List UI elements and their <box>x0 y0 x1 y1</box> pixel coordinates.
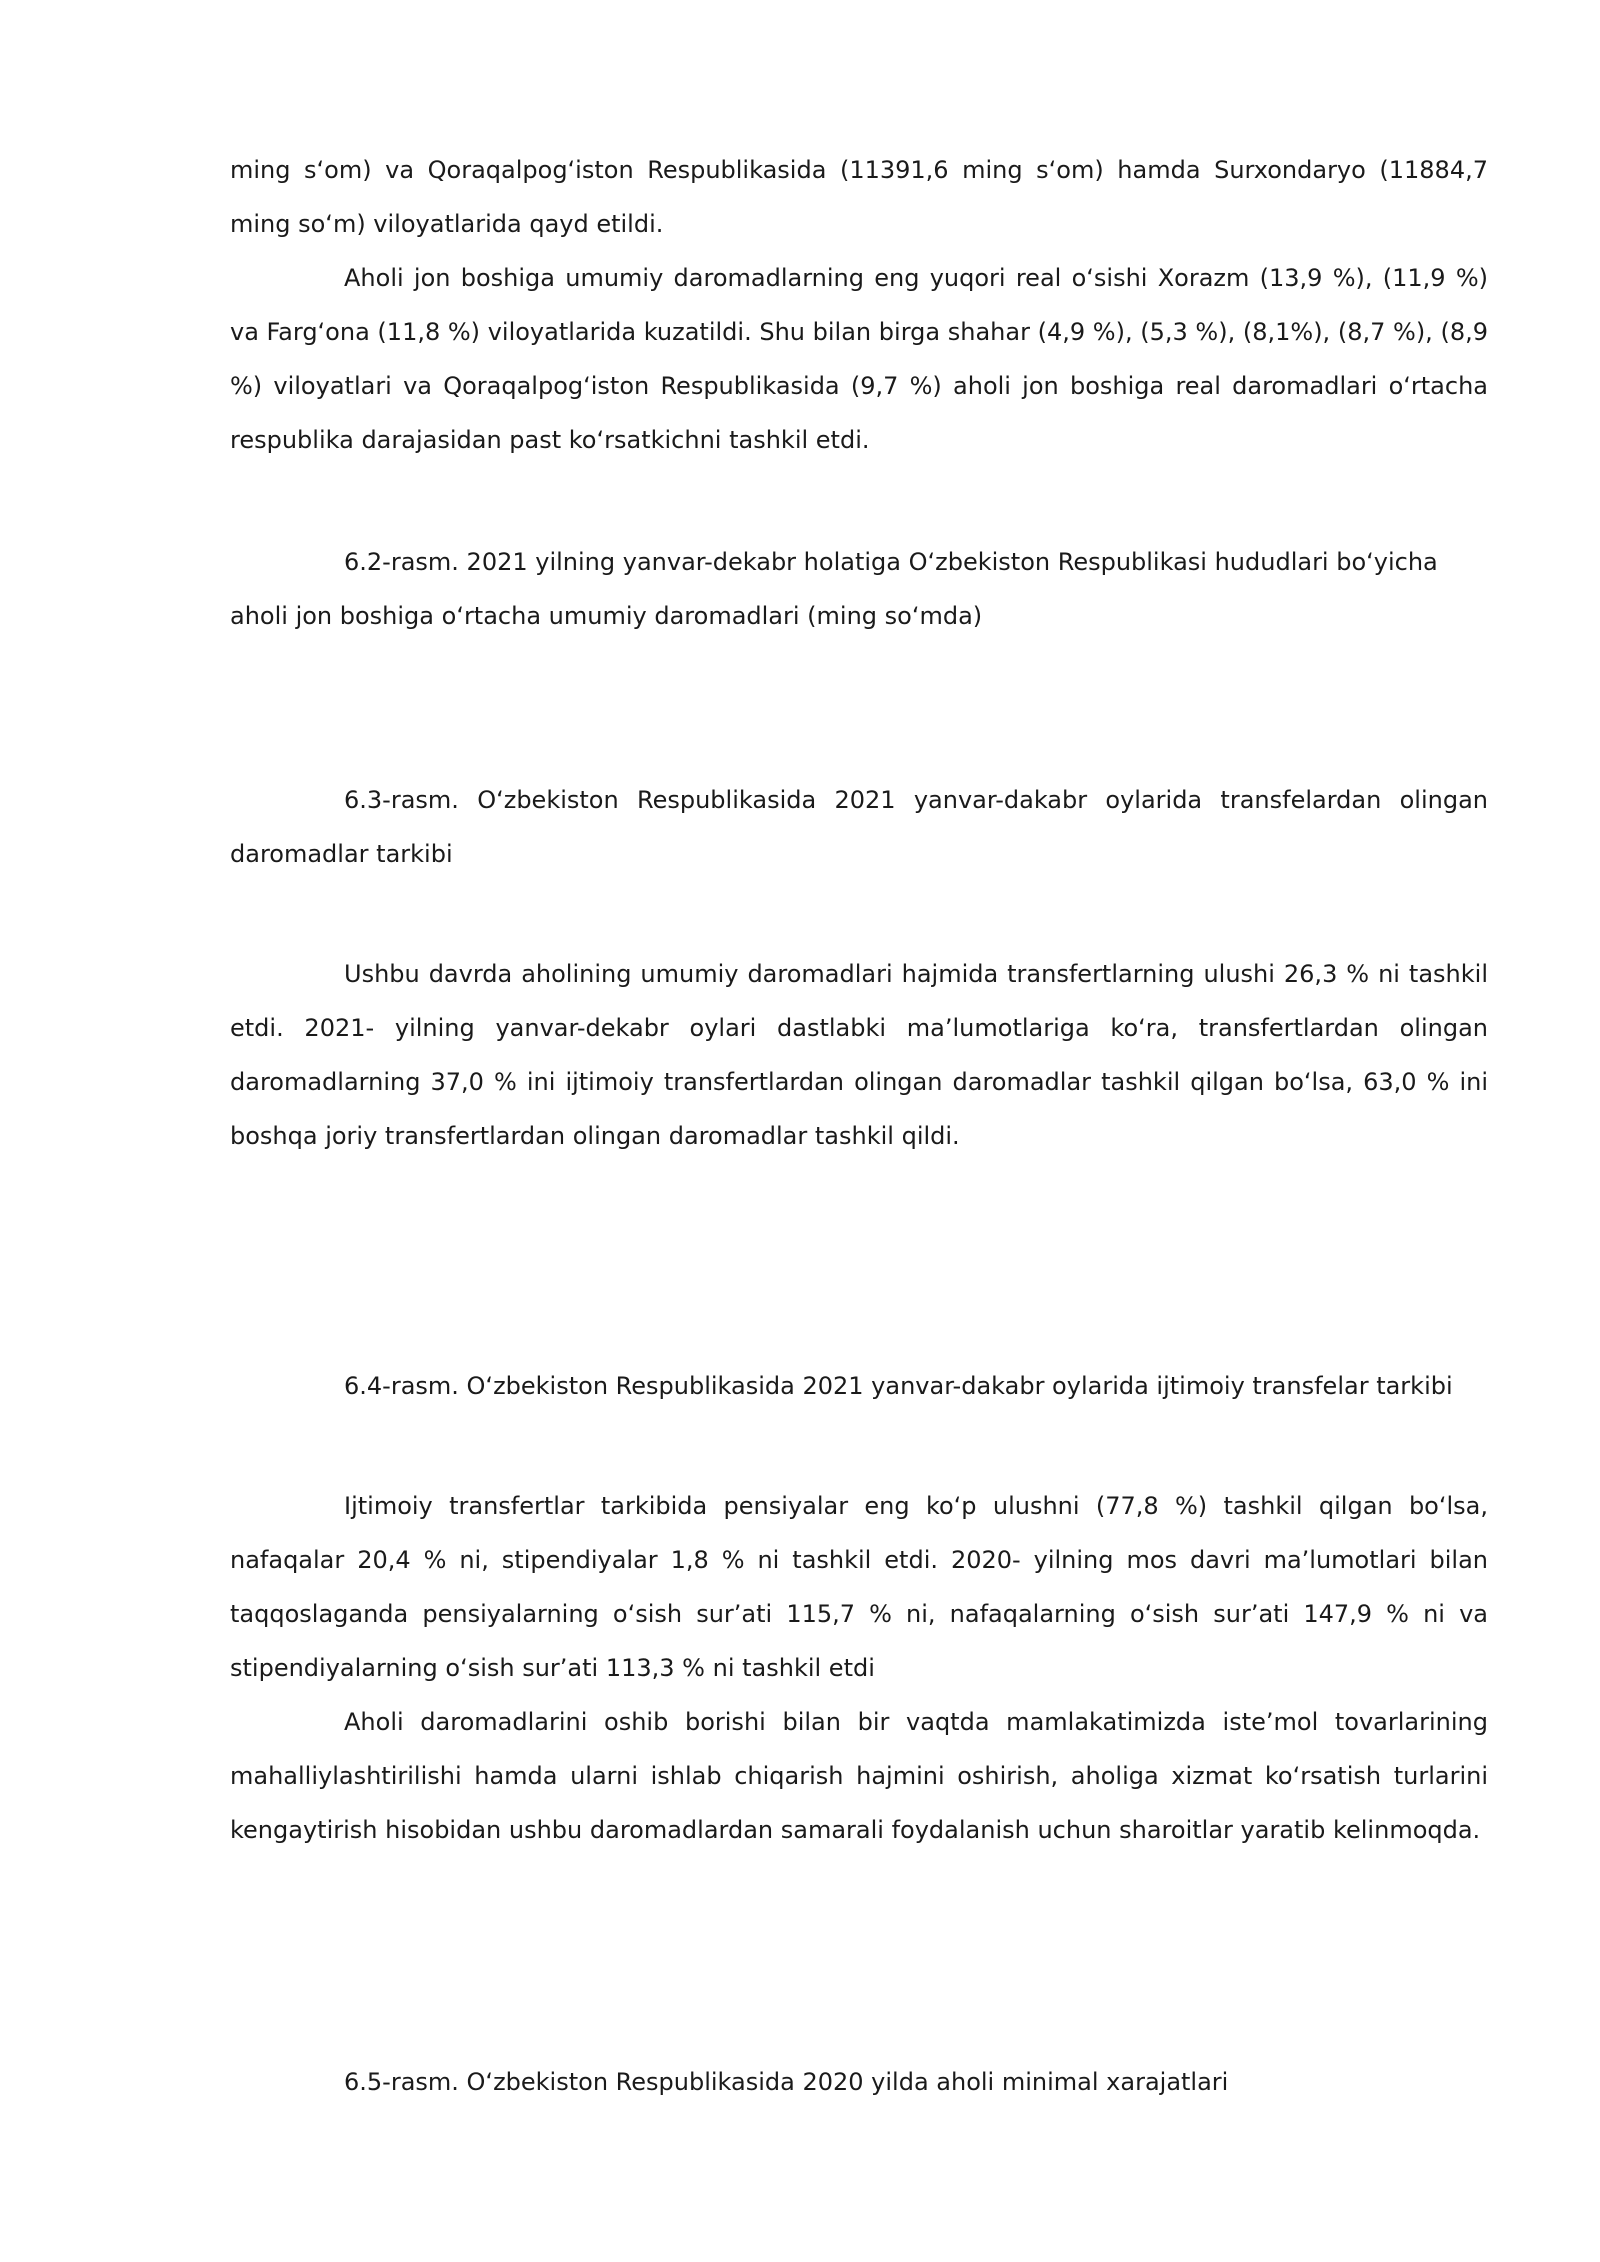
paragraph-consumption-conditions: Aholi daromadlarini oshib borishi bilan bir vaqtda mamlakatimizda iste’mol tovarlarining mahalliylashtirilishi hamda ularni ishlab chiqarish hajmini oshirish, aholiga xizmat ko‘rsatish turlarini kengaytirish hisobidan ushbu daromadlardan samarali foydalanish uchun sharoitlar yaratib kelinmoqda. <box>230 1708 1488 1844</box>
paragraph-real-income-growth: Aholi jon boshiga umumiy daromadlarning eng yuqori real o‘sishi Xorazm (13,9 %), (11,9 %) va Farg‘ona (11,8 %) viloyatlarida kuzatildi. Shu bilan birga shahar (4,9 %), (5,3 %), (8,1%), (8,7 %), (8,9 %) viloyatlari va Qoraqalpog‘iston Respublikasida (9,7 %) aholi jon boshiga real daromadlari o‘rtacha respublika darajasidan past ko‘rsatkichni tashkil etdi. <box>230 264 1488 454</box>
paragraph-social-transfers-structure: Ijtimoiy transfertlar tarkibida pensiyalar eng ko‘p ulushni (77,8 %) tashkil qilgan bo‘lsa, nafaqalar 20,4 % ni, stipendiyalar 1,8 % ni tashkil etdi. 2020- yilning mos davri ma’lumotlari bilan taqqoslaganda pensiyalarning o‘sish sur’ati 115,7 % ni, nafaqalarning o‘sish sur’ati 147,9 % ni va stipendiyalarning o‘sish sur’ati 113,3 % ni tashkil etdi <box>230 1492 1488 1682</box>
paragraph-transfers-share: Ushbu davrda aholining umumiy daromadlari hajmida transfertlarning ulushi 26,3 % ni tashkil etdi. 2021- yilning yanvar-dekabr oylari dastlabki ma’lumotlariga ko‘ra, transfertlardan olingan daromadlarning 37,0 % ini ijtimoiy transfertlardan olingan daromadlar tashkil qilgan bo‘lsa, 63,0 % ini boshqa joriy transfertlardan olingan daromadlar tashkil qildi. <box>230 960 1488 1150</box>
figure-caption-6-5: 6.5-rasm. O‘zbekiston Respublikasida 2020 yilda aholi minimal xarajatlari <box>344 2068 1229 2096</box>
figure-caption-6-3: 6.3-rasm. O‘zbekiston Respublikasida 2021 yanvar-dakabr oylarida transfelardan olingan daromadlar tarkibi <box>230 786 1488 868</box>
figure-caption-6-4: 6.4-rasm. O‘zbekiston Respublikasida 2021 yanvar-dakabr oylarida ijtimoiy transfelar tarkibi <box>344 1372 1453 1400</box>
paragraph-regional-incomes-end: ming s‘om) va Qoraqalpog‘iston Respublikasida (11391,6 ming s‘om) hamda Surxondaryo (11884,7 ming so‘m) viloyatlarida qayd etildi. <box>230 156 1488 238</box>
figure-caption-6-2: 6.2-rasm. 2021 yilning yanvar-dekabr holatiga O‘zbekiston Respublikasi hududlari bo‘yicha aholi jon boshiga o‘rtacha umumiy daromadlari (ming so‘mda) <box>230 548 1438 630</box>
